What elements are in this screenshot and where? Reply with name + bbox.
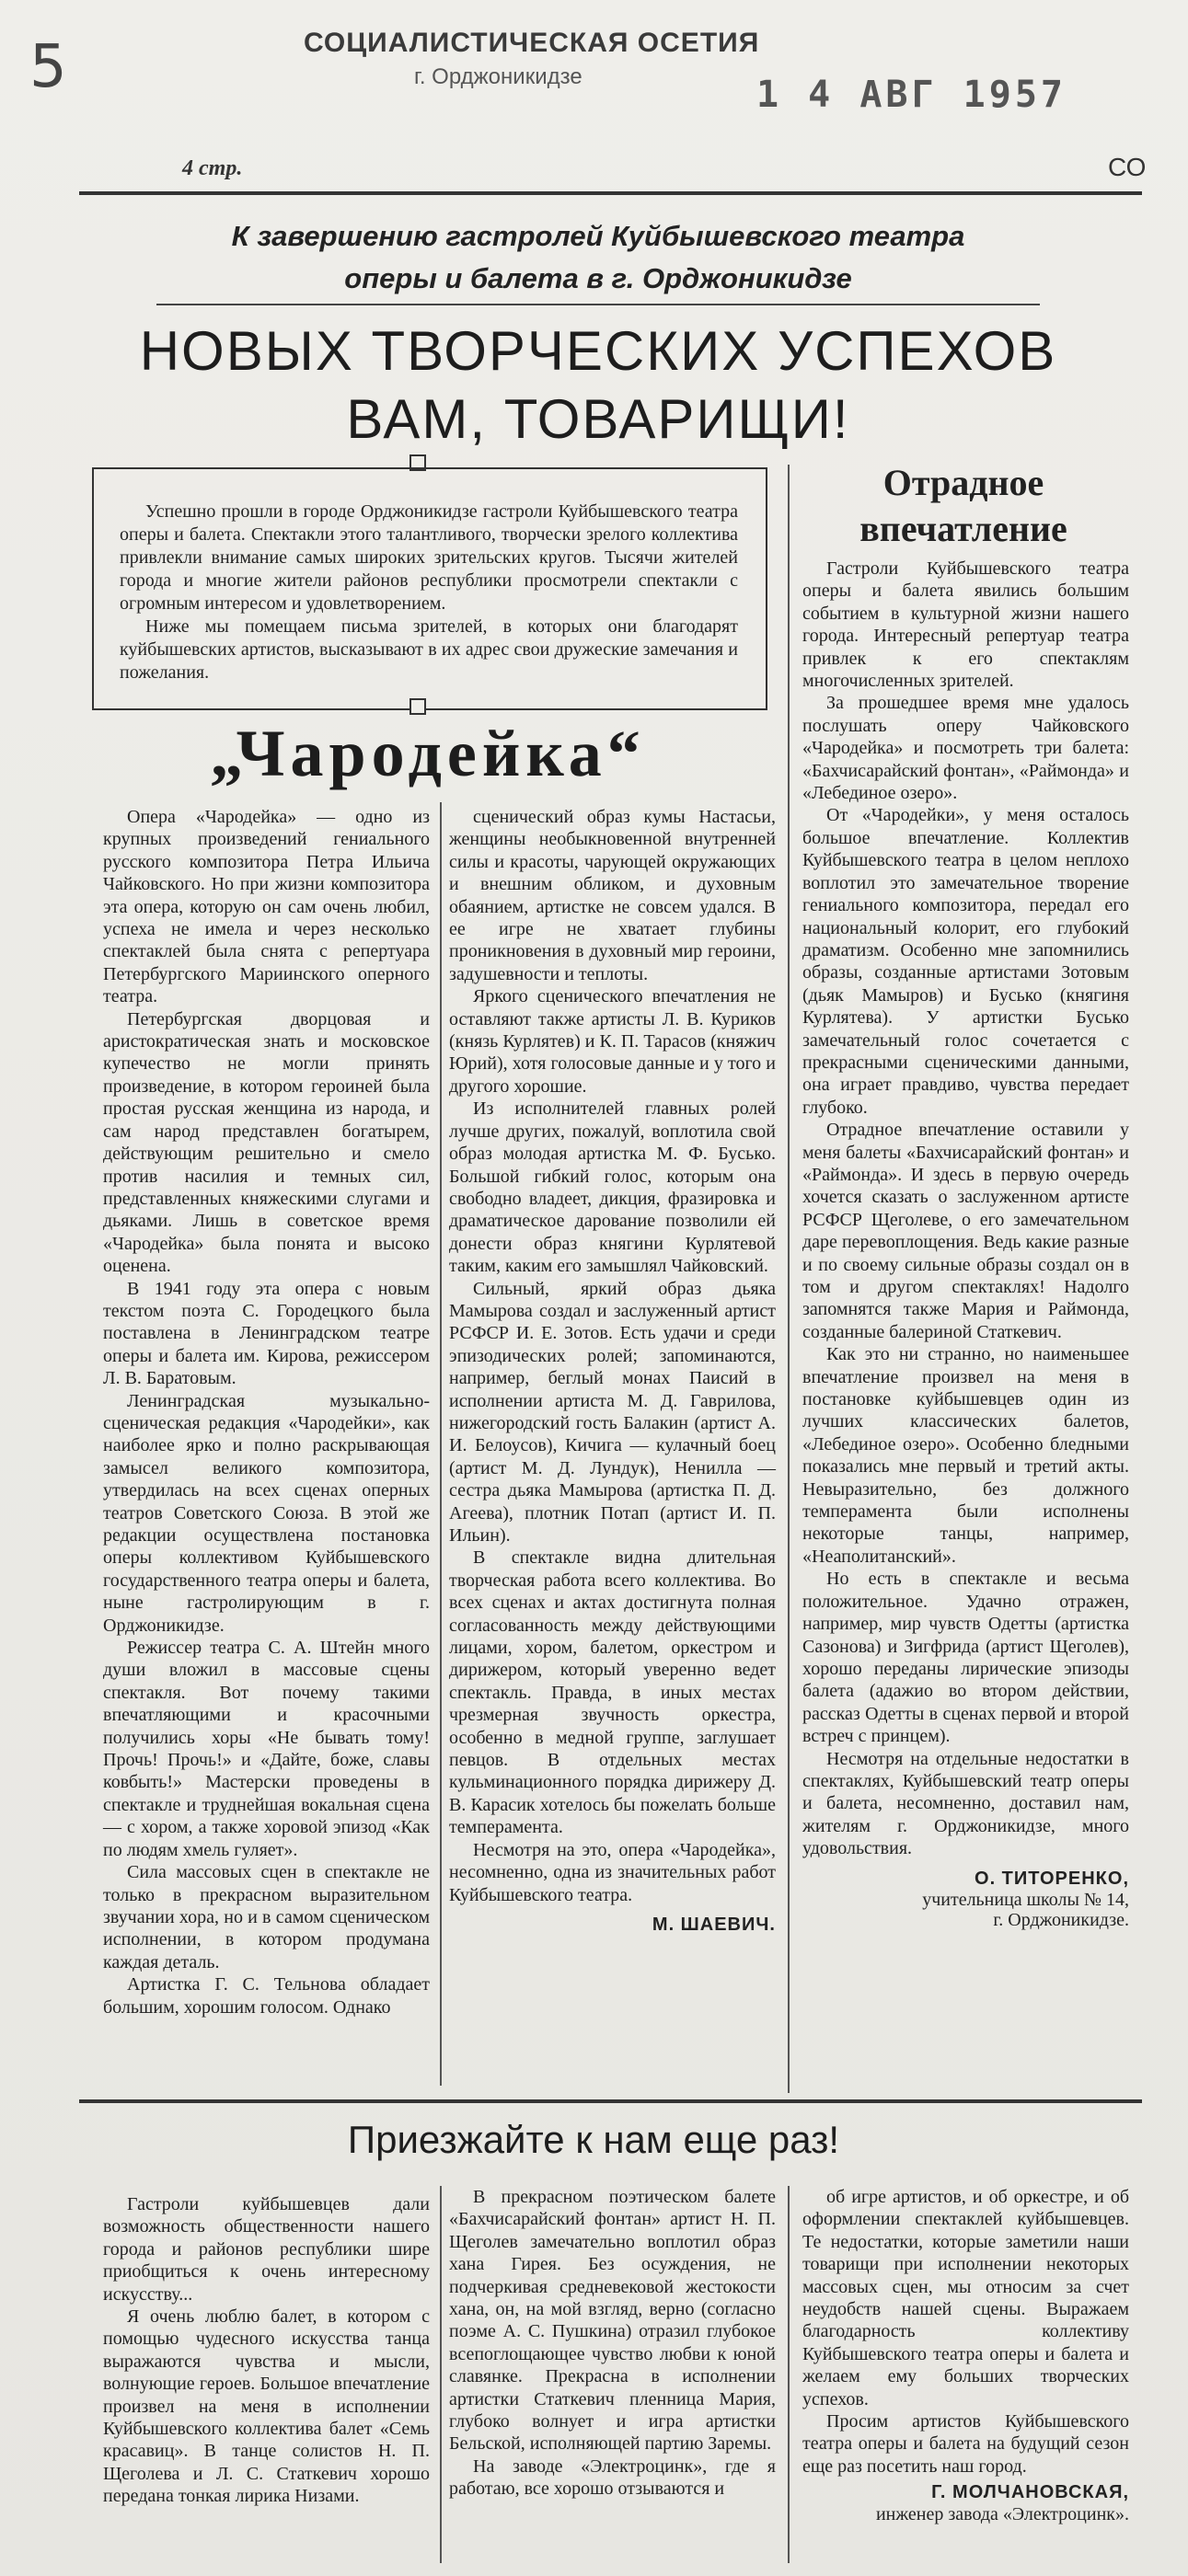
article-paragraph: Яркого сценического впечатления не оставляют также артисты Л. В. Куриков (князь Курлятев) и К. П. Тарасов (княжич Юрий), хотя голосовые данные и у того и другого хорошие.	[449, 986, 776, 1097]
newspaper-city: г. Орджоникидзе	[414, 64, 582, 89]
kicker-line: К завершению гастролей Куйбышевского театра	[231, 220, 965, 252]
otradnoe-column	[802, 558, 1129, 1930]
article-paragraph: Отрадное впечатление оставили у меня балеты «Бахчисарайский фонтан» и «Раймонда». И здесь в первую очередь хочется сказать о заслуженном артисте РСФСР Щеголеве, о его замечательном даре перевоплощения. Ведь какие разные и по своему сильные образы создал он в том и другом спектаклях! Надолго запомнятся также Мария и Раймонда, созданные балериной Статкевич.	[802, 1120, 1129, 1342]
article-paragraph: За прошедшее время мне удалось послушать оперу Чайковского «Чародейка» и посмотреть три балета: «Бахчисарайский фонтан», «Раймонда» и «Лебединое озеро».	[802, 693, 1129, 804]
page-corner-label: СО	[1108, 153, 1147, 181]
column-divider	[788, 465, 790, 2093]
article-paragraph: Режиссер театра С. А. Штейн много души вложил в массовые сцены спектакля. Вот почему такими впечатляющими и красочными получились хоры «Не бывать тому! Прочь! Прочь!» и «Дайте, боже, славы ковбыть!» Мастерски проведены в спектакле и труднейшая вокальная сцена — с хором, а также хоровой эпизод «Как по людям хмель гуляет».	[103, 1638, 430, 1860]
priezzhayte-signature-line: инженер завода «Электроцинк».	[875, 2503, 1129, 2524]
priezzhayte-column-3	[802, 2186, 1129, 2524]
kicker	[147, 215, 1049, 300]
article-paragraph: Петербургская дворцовая и аристократическая знать и московское купечество не могли принять произведение, в котором героиней была простая русская женщина из народа, и сам народ представлен богатырем, действующим решительно и смело против насилия и темных сил, представленных княжескими слугами и дьяками. Лишь в советское время «Чародейка» была понята и высоко оценена.	[103, 1008, 430, 1277]
article-paragraph: От «Чародейки», у меня осталось большое впечатление. Коллектив Куйбышевского театра в целом неплохо воплотил это замечательное творение гениального композитора, передал его национальный колорит, его глубокий драматизм. Особенно мне запомнились образы, созданные артистами Зотовым (дьяк Мамыров) и Бусько (княгиня Курлятева). У артистки Бусько замечательный голос сочетается с прекрасными сценическими данными, она играет правдиво, чувства передает глубоко.	[802, 805, 1129, 1118]
handwritten-mark: 5	[29, 33, 67, 101]
article-paragraph: В спектакле видна длительная творческая работа всего коллектива. Во всех сценах и актах достигнута полная согласованность между действующими лицами, хором, балетом, оркестром и дирижером, который уверенно ведет спектакль. Правда, в иных местах чрезмерная звучность оркестра, особенно в медной группе, заглушает певцов. В отдельных местах кульминационного порядка дирижеру Д. В. Карасик хотелось бы пожелать больше темперамента.	[449, 1547, 776, 1838]
article-paragraph: Несмотря на отдельные недостатки в спектаклях, Куйбышевский театр оперы и балета, несомненно, доставил нам, жителям г. Орджоникидзе, много удовольствия.	[802, 1748, 1129, 1859]
article-paragraph: Просим артистов Куйбышевского театра оперы и балета на будущий сезон еще раз посетить наш город.	[802, 2411, 1129, 2477]
priezzhayte-signature: Г. МОЛЧАНОВСКАЯ,	[931, 2482, 1129, 2503]
intro-paragraph: Успешно прошли в городе Орджоникидзе гастроли Куйбышевского театра оперы и балета. Спектакли этого талантливого, творчески зрелого коллектива привлекли внимание самых широких зрительских кругов. Тысячи жителей города и многие жители районов республики просмотрели спектакли с огромным интересом и удовлетворением.	[120, 501, 738, 614]
charodeyka-column-1	[103, 806, 430, 2018]
article-paragraph: Я очень люблю балет, в котором с помощью чудесного искусства танца выражаются чувства и мысли, волнующие героев. Большое впечатление произвел на меня в исполнении Куйбышевского коллектива балет «Семь красавиц». В танце солистов Н. П. Щеголева и Л. С. Статкевич хорошо передана тонкая лирика Низами.	[103, 2306, 430, 2507]
kicker-rule	[156, 304, 1040, 305]
article-paragraph: Ленинградская музыкально-сценическая редакция «Чародейки», как наиболее ярко и полно раскрывающая замысел великого композитора, утвердилась на всех сценах оперных театров Советского Союза. В этой же редакции осуществлена постановка оперы коллективом Куйбышевского государственного театра оперы и балета, ныне гастролирующим в г. Орджоникидзе.	[103, 1390, 430, 1636]
article-paragraph: Из исполнителей главных ролей лучше других, пожалуй, воплотила свой образ молодая артистка М. Ф. Бусько. Большой гибкий голос, которым она свободно владеет, дикция, фразировка и драматическое дарование позволили ей донести образ княгини Курлятевой таким, каким его замышлял Чайковский.	[449, 1098, 776, 1277]
charodeyka-column-2	[449, 806, 776, 1936]
date-stamp: 1 4 АВГ 1957	[756, 74, 1067, 116]
article-paragraph: В 1941 году эта опера с новым текстом поэта С. Городецкого была поставлена в Ленинградском театре оперы и балета им. Кирова, режиссером Л. В. Баратовым.	[103, 1278, 430, 1389]
intro-paragraph: Ниже мы помещаем письма зрителей, в которых они благодарят куйбышевских артистов, высказывают в их адрес свои дружеские замечания и пожелания.	[120, 616, 738, 683]
kicker-line: оперы и балета в г. Орджоникидзе	[344, 262, 852, 294]
newspaper-name: СОЦИАЛИСТИЧЕСКАЯ ОСЕТИЯ	[304, 28, 760, 58]
column-divider	[440, 802, 442, 2086]
article-paragraph: На заводе «Электроцинк», где я работаю, все хорошо отзываются и	[449, 2455, 776, 2500]
priezzhayte-title: Приезжайте к нам еще раз!	[347, 2118, 840, 2161]
article-paragraph: об игре артистов, и об оркестре, и об оформлении спектаклей куйбышевцев. Те недостатки, которые заметили наши товарищи при исполнении некоторых массовых сцен, мы относим за счет неудобств нашей сцены. Выражаем благодарность коллективу Куйбышевского театра оперы и балета и желаем ему больших творческих успехов.	[802, 2187, 1129, 2409]
article-paragraph: сценический образ кумы Настасьи, женщины необыкновенной внутренней силы и красоты, чарующей окружающих и внешним обликом, и духовным обаянием, артистке не совсем удался. В ее игре не хватает глубины проникновения в духовный мир героини, задушевности и теплоты.	[449, 807, 776, 984]
otradnoe-signature-line: учительница школы № 14,	[922, 1889, 1129, 1910]
article-paragraph: В прекрасном поэтическом балете «Бахчисарайский фонтан» артист Н. П. Щеголев замечательно воплотил образ хана Гирея. Без осуждения, не подчеркивая средневековой жестокости хана, он, на мой взгляд, верно (согласно поэме А. С. Пушкина) отразил глубокое всепоглощающее чувство любви к юной славянке. Прекрасна в исполнении артистки Статкевич пленница Мария, глубоко волнует и игра артистки Бельской, исполняющей партию Заремы.	[449, 2187, 776, 2455]
article-paragraph: Опера «Чародейка» — одно из крупных произведений гениального русского композитора Петра Ильича Чайковского. Но при жизни композитора эта опера, которую он сам очень любил, успеха не имела и через несколько спектаклей была снята с репертуара Петербургского Мариинского оперного театра.	[103, 807, 430, 1007]
priezzhayte-column-1	[103, 2193, 430, 2508]
column-divider	[440, 2186, 442, 2563]
priezzhayte-column-2	[449, 2186, 776, 2501]
article-paragraph: Как это ни странно, но наименьшее впечатление произвел на меня в постановке куйбышевцев один из лучших классических балетов, «Лебединое озеро». Особенно бледными показались мне первый и третий акты. Невыразительно, без должного темперамента были исполнены некоторые танцы, например, «Неаполитанский».	[802, 1344, 1129, 1567]
article-paragraph: Но есть в спектакле и весьма положительное. Удачно отражен, например, мир чувств Одетты (артистка Сазонова) и Зигфрида (артист Щеголев), хорошо переданы лирические эпизоды балета (адажио во втором действии, рассказ Одетты в сценах первой и второй встреч с принцем).	[802, 1569, 1129, 1747]
headline-line: ВАМ, ТОВАРИЩИ!	[346, 388, 850, 450]
article-paragraph: Несмотря на это, опера «Чародейка», несомненно, одна из значительных работ Куйбышевского театра.	[449, 1839, 776, 1905]
intro-text	[120, 500, 738, 684]
charodeyka-title: „Чародейка“	[210, 717, 646, 790]
headline-line: НОВЫХ ТВОРЧЕСКИХ УСПЕХОВ	[139, 320, 1057, 382]
article-paragraph: Сила массовых сцен в спектакле не только в прекрасном выразительном звучании хора, но и в самом сценическом исполнении, в котором продумана каждая деталь.	[103, 1862, 430, 1972]
article-paragraph: Гастроли Куйбышевского театра оперы и балета явились большим событием в культурной жизни нашего города. Интересный репертуар театра привлек к его спектаклям многочисленных зрителей.	[802, 558, 1129, 692]
otradnoe-title: Отрадное впечатление	[859, 462, 1067, 549]
column-divider	[788, 2186, 790, 2563]
top-rule	[79, 191, 1142, 195]
section-rule	[79, 2099, 1142, 2103]
article-paragraph: Сильный, яркий образ дьяка Мамырова создал и заслуженный артист РСФСР И. Е. Зотов. Есть удачи и среди эпизодических ролей; запоминаются, например, беглый монах Паисий в исполнении артиста М. Д. Гаврилова, нижегородский гость Балакин (артист А. И. Белоусов), Кичига — кулачный боец (артист М. Д. Лундук), Ненилла — сестра дьяка Мамырова (артистка П. Д. Агеева), плотник Потап (артист И. П. Ильин).	[449, 1278, 776, 1546]
article-paragraph: Артистка Г. С. Тельнова обладает большим, хорошим голосом. Однако	[103, 1974, 430, 2018]
charodeyka-signature: М. ШАЕВИЧ.	[652, 1914, 776, 1935]
page-number: 4 стр.	[182, 156, 243, 180]
otradnoe-signature: О. ТИТОРЕНКО,	[975, 1868, 1129, 1889]
otradnoe-signature-line: г. Орджоникидзе.	[993, 1909, 1129, 1930]
article-paragraph: Гастроли куйбышевцев дали возможность общественности нашего города и районов республики шире приобщиться к очень интересному искусству...	[103, 2194, 430, 2305]
box-ornament-bottom	[409, 698, 426, 715]
headline	[83, 317, 1113, 454]
